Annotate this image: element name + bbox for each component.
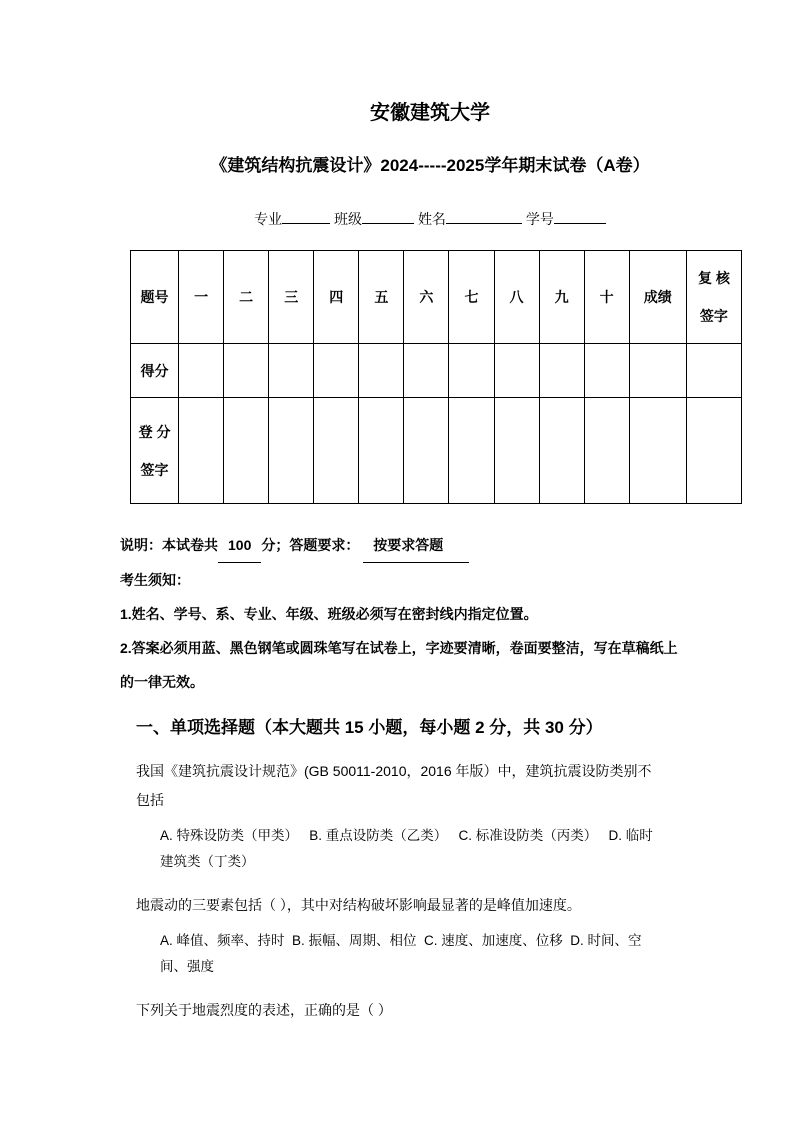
instructions-line <box>120 528 680 563</box>
score-cell <box>224 344 269 398</box>
score-row <box>131 344 742 398</box>
name-blank <box>446 208 522 224</box>
id-blank <box>554 208 606 224</box>
register-signature-line2: 签字 <box>140 461 169 478</box>
score-table-header-row <box>131 251 742 344</box>
score-table-header-cell: 六 <box>404 251 449 344</box>
question-1 <box>120 757 740 875</box>
question-1-options: A. 特殊设防类（甲类） B. 重点设防类（乙类） C. 标准设防类（丙类） D. 临时建筑类（丁类） <box>160 828 653 869</box>
register-cell <box>314 398 359 504</box>
register-cell <box>494 398 539 504</box>
review-signature-line2: 签字 <box>699 308 728 324</box>
score-table-header-cell: 三 <box>269 251 314 344</box>
class-label: 班级 <box>334 211 363 227</box>
score-table-header-cell: 五 <box>359 251 404 344</box>
score-cell <box>449 344 494 398</box>
total-score-header: 成绩 <box>629 251 686 344</box>
score-table-header-cell: 四 <box>314 251 359 344</box>
exam-instructions-block <box>120 528 680 699</box>
register-signature-label <box>131 398 179 504</box>
score-cell <box>539 344 584 398</box>
question-2-options: A. 峰值、频率、持时 B. 振幅、周期、相位 C. 速度、加速度、位移 D. 时间、空间、强度 <box>160 933 642 974</box>
question-number-header: 题号 <box>131 251 179 344</box>
score-table <box>130 250 742 504</box>
answer-requirement: 按要求答题 <box>363 528 469 563</box>
question-3-text: 下列关于地震烈度的表述，正确的是（ ） <box>136 1002 392 1018</box>
register-cell <box>404 398 449 504</box>
question-1-text: 我国《建筑抗震设计规范》(GB 50011-2010，2016 年版）中，建筑抗震设防类别不包括 <box>136 763 652 808</box>
register-cell <box>179 398 224 504</box>
register-cell <box>359 398 404 504</box>
notice-item-2: 2.答案必须用蓝、黑色钢笔或圆珠笔写在试卷上，字迹要清晰，卷面要整洁，写在草稿纸上的一律无效。 <box>120 640 678 690</box>
register-cell <box>224 398 269 504</box>
register-cell <box>449 398 494 504</box>
review-signature-line1: 复 核 <box>697 270 730 286</box>
major-label: 专业 <box>254 211 283 227</box>
score-table-header-cell: 二 <box>224 251 269 344</box>
university-title: 安徽建筑大学 <box>370 102 490 124</box>
score-table-header-cell: 八 <box>494 251 539 344</box>
name-label: 姓名 <box>417 211 446 227</box>
instructions-middle: 分；答题要求： <box>261 537 360 553</box>
score-cell <box>686 344 741 398</box>
score-table-header-cell: 九 <box>539 251 584 344</box>
student-info-line <box>120 208 740 230</box>
question-2 <box>120 891 740 980</box>
register-cell <box>269 398 314 504</box>
notice-heading: 考生须知： <box>120 572 190 588</box>
score-cell <box>314 344 359 398</box>
instructions-prefix: 说明：本试卷共 <box>120 537 218 553</box>
review-signature-header <box>686 251 741 344</box>
score-table-header-cell: 七 <box>449 251 494 344</box>
score-cell <box>584 344 629 398</box>
score-cell <box>269 344 314 398</box>
notice-item-1: 1.姓名、学号、系、专业、年级、班级必须写在密封线内指定位置。 <box>120 606 538 622</box>
major-blank <box>282 208 330 224</box>
score-cell <box>179 344 224 398</box>
register-cell <box>539 398 584 504</box>
class-blank <box>362 208 414 224</box>
section-1-heading: 一、单项选择题（本大题共 15 小题，每小题 2 分，共 30 分） <box>136 718 603 737</box>
question-3 <box>120 996 740 1025</box>
register-cell <box>584 398 629 504</box>
score-cell <box>494 344 539 398</box>
score-cell <box>359 344 404 398</box>
score-cell <box>404 344 449 398</box>
total-score-value: 100 <box>218 528 261 563</box>
score-cell <box>629 344 686 398</box>
question-2-text: 地震动的三要素包括（ ），其中对结构破坏影响最显著的是峰值加速度。 <box>136 897 581 913</box>
register-signature-line1: 登 分 <box>138 423 171 440</box>
id-label: 学号 <box>525 211 554 227</box>
register-cell <box>686 398 741 504</box>
score-table-header-cell: 一 <box>179 251 224 344</box>
exam-title: 《建筑结构抗震设计》2024-----2025学年期末试卷（A卷） <box>210 156 650 175</box>
score-table-header-cell: 十 <box>584 251 629 344</box>
register-cell <box>629 398 686 504</box>
register-signature-row <box>131 398 742 504</box>
score-row-label: 得分 <box>131 344 179 398</box>
